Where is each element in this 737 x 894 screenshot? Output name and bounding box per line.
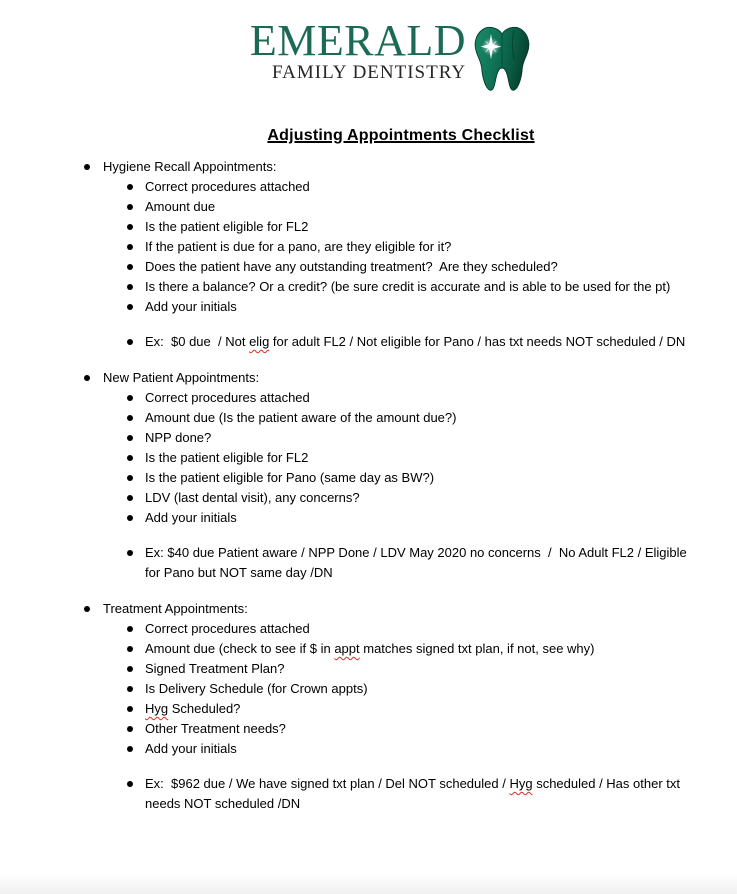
checklist-item (70, 488, 732, 508)
bullet-icon (127, 455, 133, 461)
bullet-icon (127, 435, 133, 441)
misspelled-word: Hyg (509, 776, 533, 791)
checklist-item (70, 197, 732, 217)
bullet-icon (127, 415, 133, 421)
bullet-icon (127, 666, 133, 672)
text-run: Add your initials (145, 299, 237, 314)
bullet-icon (127, 204, 133, 210)
text-run: for adult FL2 / Not eligible for Pano / has txt needs NOT scheduled / DN (269, 334, 686, 349)
bullet-icon (127, 726, 133, 732)
section-heading-row (70, 157, 732, 177)
text-run: Add your initials (145, 741, 237, 756)
text-run: Is the patient eligible for FL2 (145, 219, 309, 234)
checklist-item (70, 508, 732, 528)
text-run: Correct procedures attached (145, 179, 310, 194)
text-run: Amount due (Is the patient aware of the amount due?) (145, 410, 457, 425)
text-run: NPP done? (145, 430, 212, 445)
bullet-icon (127, 550, 133, 556)
checklist-item (70, 719, 732, 739)
section-heading-row (70, 599, 732, 619)
bullet-icon (127, 395, 133, 401)
document-title: Adjusting Appointments Checklist (267, 127, 535, 144)
bullet-icon (127, 646, 133, 652)
misspelled-word: appt (334, 641, 360, 656)
checklist-section (70, 368, 732, 583)
text-run: Is Delivery Schedule (for Crown appts) (145, 681, 368, 696)
text-run: Amount due (check to see if $ in (145, 641, 335, 656)
text-run: for Pano but NOT same day /DN (145, 565, 333, 580)
logo (0, 0, 737, 103)
bullet-icon (127, 284, 133, 290)
bullet-icon (127, 224, 133, 230)
checklist-item (70, 257, 732, 277)
checklist-item (70, 408, 732, 428)
bullet-icon (84, 164, 90, 170)
checklist-item (70, 448, 732, 468)
bullet-icon (84, 606, 90, 612)
text-run: Is there a balance? Or a credit? (be sure credit is accurate and is able to be used for the pt) (145, 279, 671, 294)
checklist-item (70, 237, 732, 257)
bullet-icon (127, 495, 133, 501)
misspelled-word: elig (249, 334, 270, 349)
section-heading-label: Treatment Appointments: (103, 601, 248, 616)
checklist-item (70, 277, 732, 297)
checklist-item (70, 428, 732, 448)
text-run: Correct procedures attached (145, 390, 310, 405)
text-run: scheduled / Has other txt (532, 776, 680, 791)
checklist-item (70, 177, 732, 197)
checklist (70, 157, 732, 814)
example-line (70, 774, 732, 794)
text-run: matches signed txt plan, if not, see why) (359, 641, 595, 656)
bullet-icon (127, 626, 133, 632)
bullet-icon (127, 475, 133, 481)
bullet-icon (127, 184, 133, 190)
text-run: Ex: $40 due Patient aware / NPP Done / LDV May 2020 no concerns / No Adult FL2 / Eligible (145, 545, 687, 560)
checklist-item (70, 297, 732, 317)
example-line (70, 543, 732, 563)
bullet-icon (127, 304, 133, 310)
checklist-item (70, 659, 732, 679)
checklist-section (70, 157, 732, 352)
section-heading-row (70, 368, 732, 388)
checklist-item (70, 468, 732, 488)
text-run: Add your initials (145, 510, 237, 525)
bullet-icon (84, 375, 90, 381)
text-run: needs NOT scheduled /DN (145, 796, 301, 811)
bullet-icon (127, 515, 133, 521)
checklist-item (70, 699, 732, 719)
example-line-continuation (70, 794, 732, 814)
text-run: Is the patient eligible for FL2 (145, 450, 309, 465)
bullet-icon (127, 706, 133, 712)
brand-text (249, 16, 467, 83)
bullet-icon (127, 781, 133, 787)
text-run: Correct procedures attached (145, 621, 310, 636)
logo-inner (249, 16, 531, 103)
example-line (70, 332, 732, 352)
checklist-item (70, 388, 732, 408)
text-run: Does the patient have any outstanding treatment? Are they scheduled? (145, 259, 558, 274)
bullet-icon (127, 244, 133, 250)
example-block (70, 332, 732, 352)
section-heading-label: New Patient Appointments: (103, 370, 260, 385)
example-block (70, 774, 732, 814)
checklist-item (70, 739, 732, 759)
checklist-item (70, 217, 732, 237)
section-heading-label: Hygiene Recall Appointments: (103, 159, 277, 174)
text-run: Ex: $962 due / We have signed txt plan / Del NOT scheduled / (145, 776, 510, 791)
example-line-continuation (70, 563, 732, 583)
bullet-icon (127, 264, 133, 270)
text-run: Signed Treatment Plan? (145, 661, 285, 676)
text-run: LDV (last dental visit), any concerns? (145, 490, 360, 505)
checklist-item (70, 619, 732, 639)
checklist-item (70, 639, 732, 659)
misspelled-word: Hyg (145, 701, 169, 716)
checklist-section (70, 599, 732, 814)
tooth-icon (473, 23, 531, 103)
text-run: Other Treatment needs? (145, 721, 286, 736)
text-run: If the patient is due for a pano, are they eligible for it? (145, 239, 452, 254)
brand-subtitle: FAMILY DENTISTRY (272, 62, 467, 83)
brand-name: EMERALD (249, 16, 467, 65)
example-block (70, 543, 732, 583)
page-bottom-shade (0, 872, 737, 894)
text-run: Ex: $0 due / Not (145, 334, 250, 349)
text-run: Scheduled? (168, 701, 241, 716)
text-run: Is the patient eligible for Pano (same day as BW?) (145, 470, 435, 485)
bullet-icon (127, 339, 133, 345)
text-run: Amount due (145, 199, 216, 214)
bullet-icon (127, 746, 133, 752)
checklist-item (70, 679, 732, 699)
bullet-icon (127, 686, 133, 692)
